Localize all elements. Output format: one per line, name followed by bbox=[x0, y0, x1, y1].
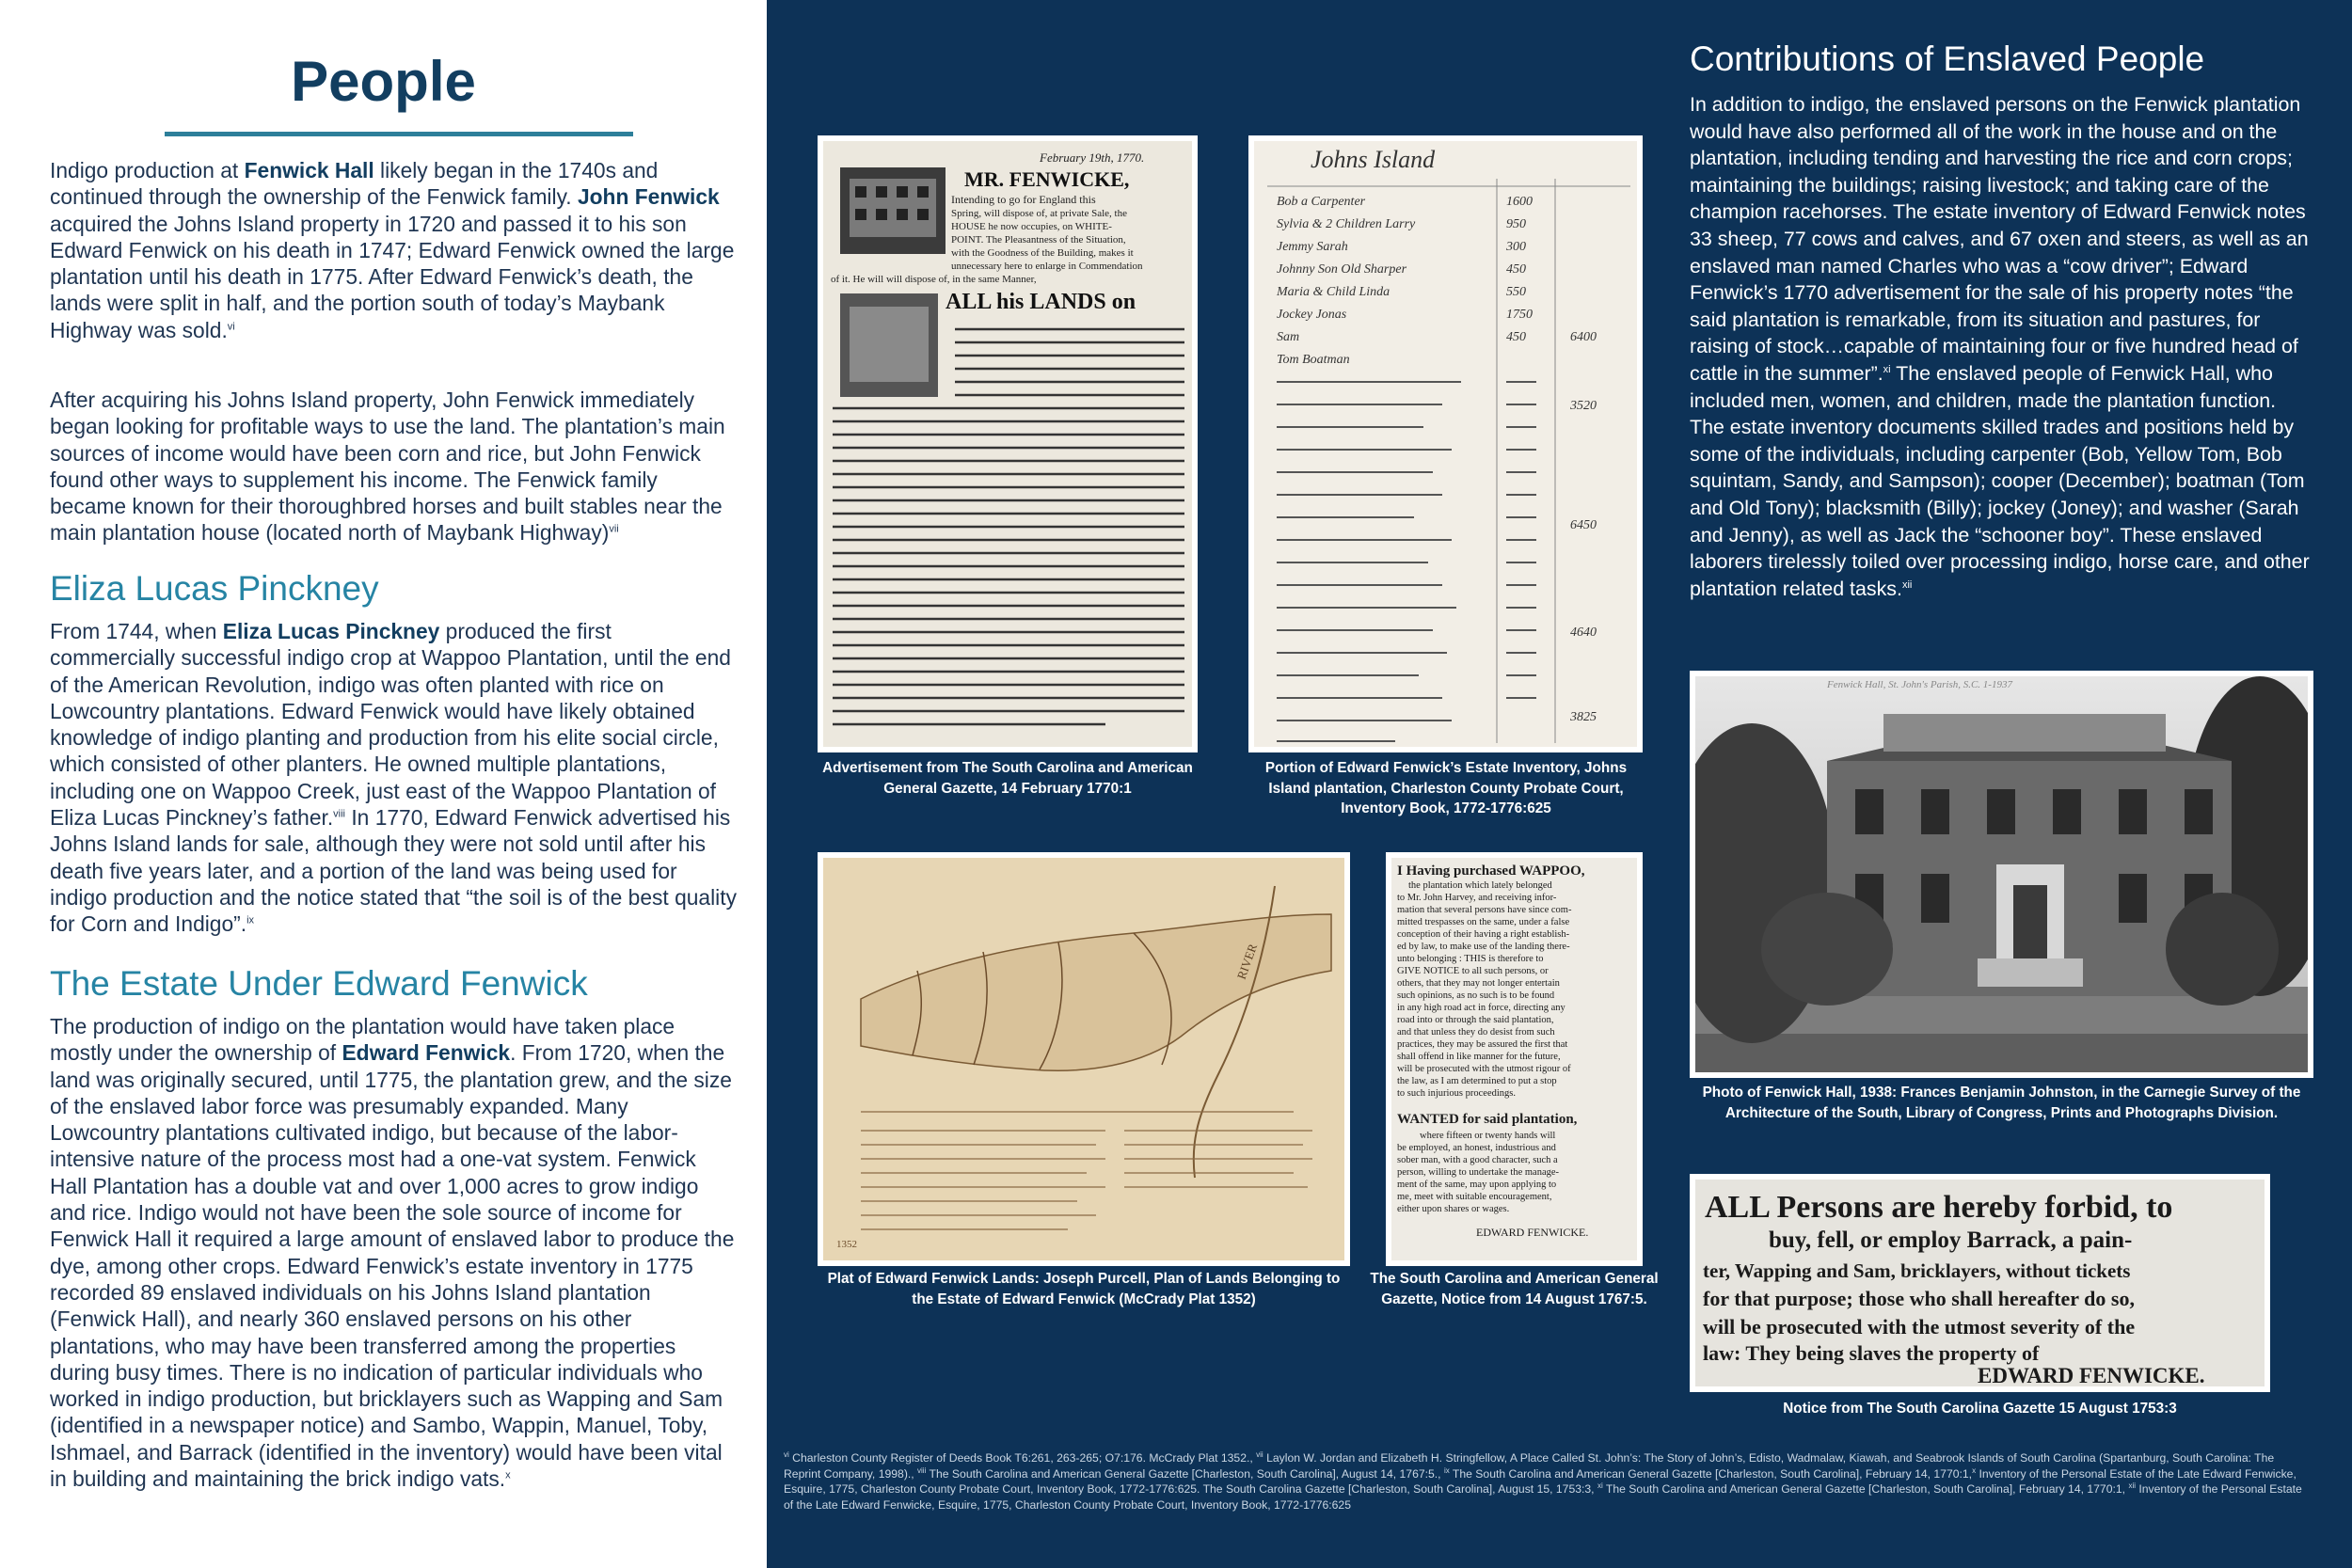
inventory-scan bbox=[1254, 141, 1637, 747]
footnotes: $^{vi}$ Charleston County Register of Deeds Book T6:261, 263-265; O7:176. McCrady Plat 1352., $^{vii}$ Laylon W. Jordan and Elizabeth H. Stringfellow, A Place Called St. John’s: The Story of John’s, Edisto, Wadmalaw, Kiawah, and Seabrook Islands of South Carolina (Spartanburg, South Carolina: The Reprint Company, 1998)., $^{viii}$ The South Carolina and American General Gazette [Charleston, South Carolina], August 14, 1767:5., $^{ix}$ The South Carolina and American General Gazette [Charleston, South Carolina], February 14, 1770:1,$^x$ Inventory of the Personal Estate of the Late Edward Fenwicke, Esquire, 1775, Charleston County Probate Court, Inventory Book, 1772-1776:625. The South Carolina Gazette [Charleston, South Carolina], August 15, 1753:3, $^{xi}$ The South Carolina and American General Gazette [Charleston, South Carolina], February 14, 1770:1, $^{xii}$ Inventory of the Personal Estate of the Late Edward Fenwicke, Esquire, 1775, Charleston County Probate Court, Inventory Book, 1772-1776:625 bbox=[784, 1449, 2302, 1512]
svg-text:person, willing to undertake t: person, willing to undertake the manage- bbox=[1397, 1167, 1560, 1178]
notice-1767-image bbox=[1386, 852, 1643, 1266]
svg-text:450: 450 bbox=[1506, 330, 1526, 344]
intro-paragraph: Indigo production at Fenwick Hall likely began in the 1740s and continued through the ownership of the Fenwick family. John Fenwick acquired the Johns Island property in 1720 and passed it to his son Edward Fenwick on his death in 1747; Edward Fenwick owned the large plantation until his death in 1775. After Edward Fenwick’s death, the lands were split in half, and the portion south of today’s Maybank Highway was sold.$^{vi}$ bbox=[50, 158, 735, 342]
eliza-paragraph: From 1744, when Eliza Lucas Pinckney produced the first commercially successful indigo crop at Wappoo Plantation, until the end of the American Revolution, indigo was often planted with rice on Lowcountry plantations. Edward Fenwick would have likely obtained knowledge of indigo planting and production from his elite social circle, which consisted of other planters. He owned multiple plantations, including one on Wappoo Creek, just east of the Wappoo Plantation of Eliza Lucas Pinckney’s father.$^{viii}$ In 1770, Edward Fenwick advertised his Johns Island lands for sale, although they were not sold until after his death five years later, and a portion of the land was being used for indigo production and the notice stated that “the soil is of the best quality for Corn and Indigo”.$^{ix}$ bbox=[50, 619, 737, 937]
svg-text:shall offend in like manner fo: shall offend in like manner for the future, bbox=[1397, 1052, 1561, 1062]
svg-text:1600: 1600 bbox=[1506, 195, 1533, 209]
svg-text:GIVE NOTICE to all such person: GIVE NOTICE to all such persons, or bbox=[1397, 966, 1549, 976]
john-fenwick-paragraph: After acquiring his Johns Island property, John Fenwick immediately began looking for profitable ways to use the land. The plantation’s main sources of income would have been corn and rice, but John Fenwick found other ways to supplement his income. The Fenwick family became known for their thoroughbred horses and built stables near the main plantation house (located north of Maybank Highway)$^{vii}$ bbox=[50, 388, 725, 546]
ad-lands: ALL his LANDS on bbox=[946, 290, 1136, 314]
svg-text:WANTED for said plantation,: WANTED for said plantation, bbox=[1397, 1112, 1578, 1127]
svg-text:others, that they may not long: others, that they may not longer entertain bbox=[1397, 978, 1560, 989]
svg-text:road into or through the said: road into or through the said plantation, bbox=[1397, 1015, 1554, 1025]
svg-text:to such injurious proceedings.: to such injurious proceedings. bbox=[1397, 1088, 1516, 1099]
inventory-header: Johns Island bbox=[1311, 146, 1436, 173]
photo-label: Fenwick Hall, St. John's Parish, S.C. 1-1937 bbox=[1827, 679, 2012, 690]
svg-text:sober man, with a good charact: sober man, with a good character, such a bbox=[1397, 1155, 1558, 1165]
svg-text:Jemmy Sarah: Jemmy Sarah bbox=[1277, 240, 1348, 254]
caption-advertisement: Advertisement from The South Carolina and American General Gazette, 14 February 1770:1 bbox=[822, 760, 1193, 797]
svg-text:such opinions, as no such is t: such opinions, as no such is to be found bbox=[1397, 990, 1555, 1001]
ad-line-4: POINT. The Pleasantness of the Situation, bbox=[951, 234, 1126, 245]
svg-text:EDWARD FENWICKE.: EDWARD FENWICKE. bbox=[1978, 1364, 2205, 1386]
plat-river-label: RIVER bbox=[1233, 942, 1261, 982]
plat-map-scan bbox=[823, 858, 1344, 1260]
svg-text:ALL Persons are hereby forbid,: ALL Persons are hereby forbid, to bbox=[1705, 1190, 2173, 1225]
left-panel bbox=[0, 0, 767, 1568]
fenwick-hall-photo-art bbox=[1695, 676, 2308, 1072]
svg-text:EDWARD FENWICKE.: EDWARD FENWICKE. bbox=[1476, 1226, 1589, 1239]
svg-text:Bob a Carpenter: Bob a Carpenter bbox=[1277, 195, 1366, 209]
svg-text:300: 300 bbox=[1506, 240, 1526, 254]
caption-plat-map: Plat of Edward Fenwick Lands: Joseph Purcell, Plan of Lands Belonging to the Estate of Edward Fenwick (McCrady Plat 1352) bbox=[827, 1271, 1341, 1307]
advertisement-1770-image bbox=[818, 135, 1198, 752]
svg-text:mation that several persons ha: mation that several persons have since com- bbox=[1397, 905, 1572, 915]
estate-paragraph: The production of indigo on the plantation would have taken place mostly under the ownership of Edward Fenwick. From 1720, when the land was originally secured, until 1775, the plantation grew, and the size of the enslaved labor force was presumably expanded. Many Lowcountry plantations cultivated indigo, but because of the labor-intensive nature of the process most had a one-vat system. Fenwick Hall Plantation has a double vat and over 1,000 acres to grow indigo and rice. Indigo would not have been the sole source of income for Fenwick Hall it required a large amount of enslaved labor to produce the dye, among other crops. Edward Fenwick’s estate inventory in 1775 recorded 89 enslaved individuals on his Johns Island plantation (Fenwick Hall), and nearly 360 enslaved persons on his other plantations, who may have been transferred among the properties during busy times. There is no indication of particular individuals who worked in indigo production, but bricklayers such as Wapping and Sam (identified in a newspaper notice) and Sambo, Wappin, Manuel, Toby, Ishmael, and Barrack (identified in the inventory) would have been vital in building and maintaining the brick indigo vats.$^x$ bbox=[50, 1014, 735, 1492]
fenwick-hall-photo bbox=[1690, 671, 2313, 1078]
svg-text:mitted trespasses on the same,: mitted trespasses on the same, under a false bbox=[1397, 917, 1570, 927]
svg-text:will be prosecuted with the ut: will be prosecuted with the utmost rigour of bbox=[1397, 1064, 1571, 1074]
svg-text:ment of the same, may upon app: ment of the same, may upon applying to bbox=[1397, 1180, 1557, 1190]
svg-text:Tom Boatman: Tom Boatman bbox=[1277, 353, 1350, 367]
plat-number: 1352 bbox=[836, 1239, 857, 1250]
notice-1767-scan bbox=[1391, 858, 1637, 1260]
svg-text:3825: 3825 bbox=[1570, 710, 1597, 724]
svg-text:6450: 6450 bbox=[1570, 518, 1597, 532]
svg-text:Sylvia & 2 Children Larry: Sylvia & 2 Children Larry bbox=[1277, 217, 1416, 231]
svg-text:the law, as I am determined to: the law, as I am determined to put a stop bbox=[1397, 1076, 1557, 1086]
svg-text:Sam: Sam bbox=[1277, 330, 1300, 344]
svg-text:conception of their having a r: conception of their having a right establish- bbox=[1397, 929, 1570, 940]
svg-text:be employed, an honest, indust: be employed, an honest, industrious and bbox=[1397, 1143, 1556, 1153]
title-underline bbox=[165, 132, 633, 136]
svg-text:practices, they may be assured: practices, they may be assured the first that bbox=[1397, 1039, 1568, 1050]
svg-text:Maria & Child Linda: Maria & Child Linda bbox=[1277, 285, 1391, 299]
svg-text:6400: 6400 bbox=[1570, 330, 1597, 344]
page-title: People bbox=[291, 50, 476, 113]
heading-contributions-of-enslaved-people: Contributions of Enslaved People bbox=[1690, 40, 2205, 78]
ad-line-5: with the Goodness of the Building, makes it bbox=[951, 247, 1134, 259]
svg-text:450: 450 bbox=[1506, 262, 1526, 277]
svg-text:buy, fell, or employ Barrack,: buy, fell, or employ Barrack, a pain- bbox=[1769, 1227, 2133, 1253]
svg-text:Johnny Son Old Sharper: Johnny Son Old Sharper bbox=[1277, 262, 1407, 277]
notice-1753-scan bbox=[1695, 1180, 2265, 1386]
advertisement-scan bbox=[823, 141, 1192, 747]
svg-text:I Having purchased WAPPOO,: I Having purchased WAPPOO, bbox=[1397, 863, 1585, 879]
ad-line-6: unnecessary here to enlarge in Commendation bbox=[951, 261, 1143, 272]
caption-estate-inventory: Portion of Edward Fenwick’s Estate Inventory, Johns Island plantation, Charleston County Probate Court, Inventory Book, 1772-1776:625 bbox=[1264, 760, 1628, 816]
svg-text:either upon shares or wages.: either upon shares or wages. bbox=[1397, 1204, 1510, 1214]
svg-text:the plantation which lately be: the plantation which lately belonged bbox=[1408, 880, 1552, 891]
svg-text:where fifteen or twenty hands: where fifteen or twenty hands will bbox=[1420, 1131, 1556, 1141]
contributions-paragraph: In addition to indigo, the enslaved persons on the Fenwick plantation would have also performed all of the work in the house and on the plantation, including tending and harvesting the rice and corn crops; maintaining the buildings; raising livestock; and taking care of the champion racehorses. The estate inventory of Edward Fenwick notes 33 sheep, 77 cows and calves, and 67 oxen and steers, as well as an enslaved man named Charles who was a “cow driver”; Edward Fenwick’s 1770 advertisement for the sale of his property notes “the said plantation is remarkable, from its situation and pastures, for raising of stock…capable of maintaining four or five hundred head of cattle in the summer”.$^{xi}$ The enslaved people of Fenwick Hall, who included men, women, and children, made the plantation function. The estate inventory documents skilled trades and positions held by some of the individuals, including carpenter (Bob, Yellow Tom, Bob squintam, Sandy, and Sampson); cooper (December); boatman (Tom and Old Tony); blacksmith (Billy); jockey (Joney); and washer (Sarah and Jenny), as well as Jack the “schooner boy”. These enslaved laborers tirelessly toiled over processing indigo, horse care, and other plantation related tasks.$^{xii}$ bbox=[1690, 93, 2310, 600]
ad-name: MR. FENWICKE, bbox=[964, 167, 1130, 191]
svg-text:4640: 4640 bbox=[1570, 626, 1597, 640]
svg-text:me, meet with suitable encoura: me, meet with suitable encouragement, bbox=[1397, 1192, 1552, 1202]
ad-line-2: Spring, will dispose of, at private Sale, the bbox=[951, 208, 1127, 219]
svg-text:ter, Wapping and Sam, bricklay: ter, Wapping and Sam, bricklayers, without tickets bbox=[1703, 1259, 2131, 1282]
ad-line-3: HOUSE he now occupies, on WHITE- bbox=[951, 221, 1112, 232]
ad-date: February 19th, 1770. bbox=[1040, 150, 1145, 165]
svg-text:in any high road act in force,: in any high road act in force, directing any bbox=[1397, 1003, 1565, 1013]
ad-line-1: Intending to go for England this bbox=[951, 193, 1096, 206]
svg-text:law: They being slaves the pr: law: They being slaves the property of bbox=[1703, 1341, 2040, 1365]
svg-text:1750: 1750 bbox=[1506, 308, 1533, 322]
heading-eliza-lucas-pinckney: Eliza Lucas Pinckney bbox=[50, 569, 379, 608]
plat-map-image bbox=[818, 852, 1350, 1266]
ad-line-7: of it. He will will dispose of, in the same Manner, bbox=[831, 274, 1037, 285]
svg-text:950: 950 bbox=[1506, 217, 1526, 231]
caption-notice-1767: The South Carolina and American General Gazette, Notice from 14 August 1767:5. bbox=[1370, 1271, 1659, 1307]
svg-text:ed by law, to make use of the: ed by law, to make use of the landing there- bbox=[1397, 942, 1570, 952]
caption-notice-1753: Notice from The South Carolina Gazette 15 August 1753:3 bbox=[1783, 1401, 2177, 1417]
estate-inventory-image bbox=[1248, 135, 1643, 752]
notice-1753-image bbox=[1690, 1174, 2270, 1392]
heading-estate-under-edward-fenwick: The Estate Under Edward Fenwick bbox=[50, 964, 588, 1003]
svg-text:will be prosecuted with the ut: will be prosecuted with the utmost severity of the bbox=[1703, 1315, 2136, 1338]
svg-text:550: 550 bbox=[1506, 285, 1526, 299]
svg-text:Jockey Jonas: Jockey Jonas bbox=[1277, 308, 1347, 322]
svg-text:to Mr. John Harvey, and receiv: to Mr. John Harvey, and receiving infor- bbox=[1397, 893, 1557, 903]
caption-fenwick-hall-photo: Photo of Fenwick Hall, 1938: Frances Benjamin Johnston, in the Carnegie Survey of the Architecture of the South, Library of Congress, Prints and Photographs Division. bbox=[1702, 1085, 2301, 1121]
svg-text:for that purpose; those who sh: for that purpose; those who shall hereafter do so, bbox=[1703, 1287, 2135, 1310]
svg-text:unto belonging : THIS is there: unto belonging : THIS is therefore to bbox=[1397, 954, 1544, 964]
svg-text:and that unless they do desist: and that unless they do desist from such bbox=[1397, 1027, 1555, 1037]
svg-text:3520: 3520 bbox=[1570, 399, 1597, 413]
